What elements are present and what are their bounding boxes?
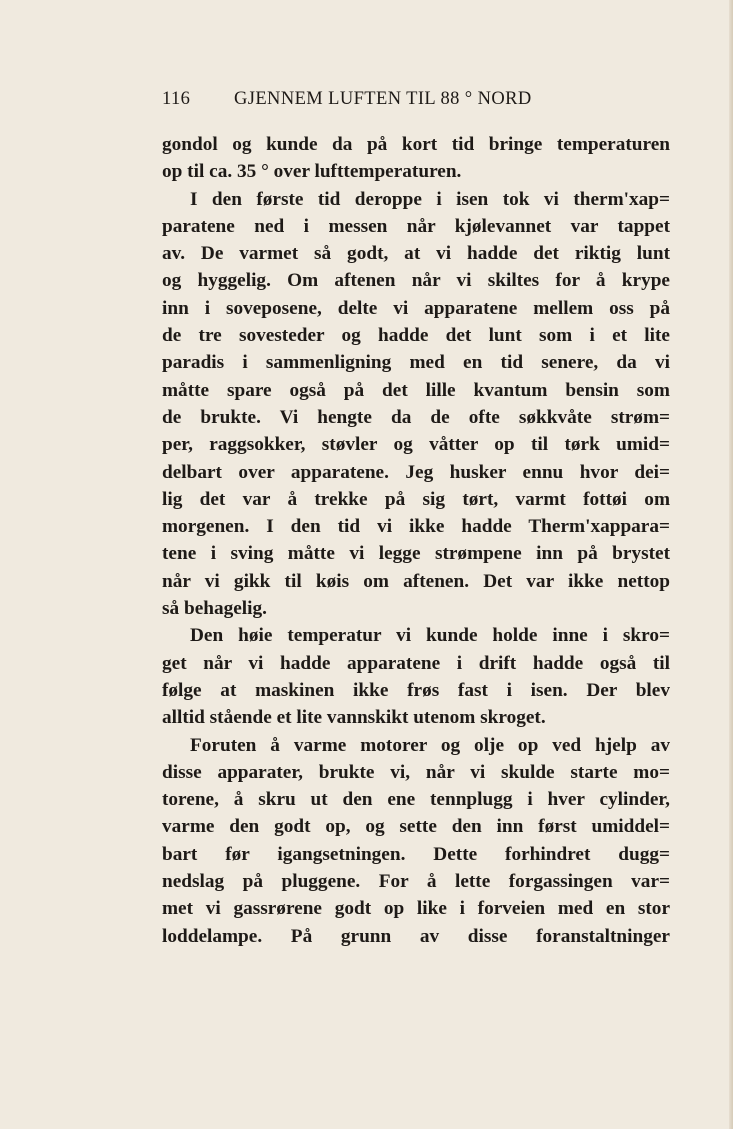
text-line: varme den godt op, og sette den inn først umiddel= (162, 816, 670, 838)
running-title: GJENNEM LUFTEN TIL 88 ° NORD (234, 89, 532, 109)
text-line: og hyggelig. Om aftenen når vi skiltes for å krype (162, 270, 670, 292)
text-line: torene, å skru ut den ene tennplugg i hver cylinder, (162, 789, 670, 811)
text-line: loddelampe. På grunn av disse foranstaltninger (162, 925, 670, 947)
text-line: gondol og kunde da på kort tid bringe temperaturen (162, 134, 670, 155)
running-header (162, 89, 662, 115)
text-line: Foruten å varme motorer og olje op ved hjelp av (190, 734, 670, 756)
text-line: morgenen. I den tid vi ikke hadde Therm'xappara= (162, 516, 670, 538)
text-line: I den første tid deroppe i isen tok vi therm'xap= (190, 188, 670, 210)
text-line: av. De varmet så godt, at vi hadde det riktig lunt (162, 243, 670, 265)
text-line: nedslag på pluggene. For å lette forgassingen var= (162, 871, 670, 893)
text-line: get når vi hadde apparatene i drift hadde også til (162, 652, 670, 674)
text-line: de tre sovesteder og hadde det lunt som i et lite (162, 325, 670, 347)
text-line: følge at maskinen ikke frøs fast i isen. Der blev (162, 679, 670, 701)
text-line: måtte spare også på det lille kvantum bensin som (162, 379, 670, 401)
text-line: paratene ned i messen når kjølevannet var tappet (162, 215, 670, 237)
text-line: delbart over apparatene. Jeg husker ennu hvor dei= (162, 461, 670, 483)
page-number: 116 (162, 89, 191, 109)
text-line: per, raggsokker, støvler og våtter op til tørk umid= (162, 434, 670, 456)
text-line: når vi gikk til køis om aftenen. Det var ikke nettop (162, 570, 670, 592)
text-line: lig det var å trekke på sig tørt, varmt fottøi om (162, 488, 670, 510)
text-line: inn i soveposene, delte vi apparatene mellem oss på (162, 297, 670, 319)
text-line: de brukte. Vi hengte da de ofte søkkvåte strøm= (162, 406, 670, 428)
text-line: så behagelig. (162, 598, 267, 620)
text-line: disse apparater, brukte vi, når vi skulde starte mo= (162, 761, 670, 783)
text-line: paradis i sammenligning med en tid senere, da vi (162, 352, 670, 374)
text-line: Den høie temperatur vi kunde holde inne i skro= (190, 625, 670, 647)
page-edge (729, 0, 733, 1129)
body-text (162, 131, 670, 950)
text-line: bart før igangsetningen. Dette forhindret dugg= (162, 843, 670, 865)
text-line: tene i sving måtte vi legge strømpene inn på brystet (162, 543, 670, 565)
text-line: op til ca. 35 ° over lufttemperaturen. (162, 161, 462, 183)
text-line: met vi gassrørene godt op like i forveien med en stor (162, 898, 670, 920)
text-line: alltid stående et lite vannskikt utenom skroget. (162, 707, 546, 729)
